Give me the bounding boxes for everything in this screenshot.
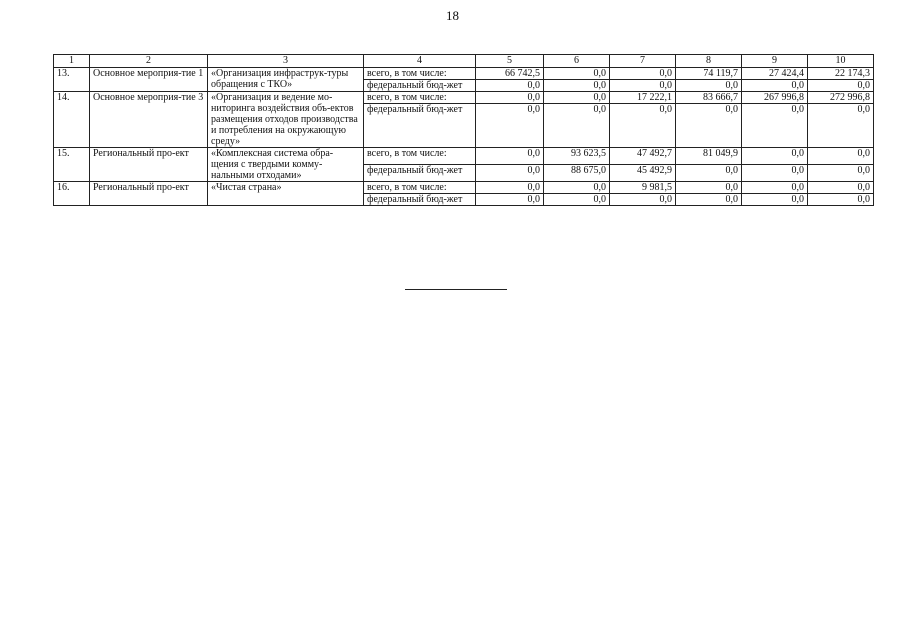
value-cell: 272 996,8 [808,92,874,104]
value-cell: 0,0 [544,182,610,194]
row-number: 13. [54,68,90,92]
source-label: всего, в том числе: [364,182,476,194]
row-type: Региональный про-ект [90,148,208,182]
row-number: 14. [54,92,90,148]
value-cell: 0,0 [676,194,742,206]
value-cell: 0,0 [676,80,742,92]
source-label: федеральный бюд-жет [364,194,476,206]
value-cell: 0,0 [808,80,874,92]
value-cell: 0,0 [476,165,544,182]
row-name: «Организация и ведение мо-ниторинга воздействия объ-ектов размещения отходов производства и потребления на окружающую среду» [208,92,364,148]
value-cell: 0,0 [676,165,742,182]
value-cell: 0,0 [544,80,610,92]
header-cell: 6 [544,55,610,68]
footer-divider [405,289,507,290]
value-cell: 0,0 [808,148,874,165]
header-cell: 1 [54,55,90,68]
value-cell: 0,0 [476,104,544,148]
header-cell: 7 [610,55,676,68]
source-label: всего, в том числе: [364,92,476,104]
value-cell: 0,0 [742,165,808,182]
source-label: федеральный бюд-жет [364,165,476,182]
source-label: федеральный бюд-жет [364,80,476,92]
value-cell: 0,0 [742,182,808,194]
value-cell: 0,0 [544,194,610,206]
value-cell: 0,0 [808,165,874,182]
value-cell: 0,0 [808,182,874,194]
value-cell: 45 492,9 [610,165,676,182]
value-cell: 0,0 [476,148,544,165]
value-cell: 0,0 [742,104,808,148]
row-name: «Чистая страна» [208,182,364,206]
value-cell: 0,0 [610,80,676,92]
value-cell: 0,0 [476,182,544,194]
source-label: всего, в том числе: [364,68,476,80]
header-row [54,55,874,68]
header-cell: 5 [476,55,544,68]
table-row [54,92,874,104]
value-cell: 0,0 [544,92,610,104]
row-type: Основное мероприя-тие 3 [90,92,208,148]
row-name: «Организация инфраструк-туры обращения с ТКО» [208,68,364,92]
header-cell: 3 [208,55,364,68]
value-cell: 0,0 [476,92,544,104]
value-cell: 47 492,7 [610,148,676,165]
value-cell: 22 174,3 [808,68,874,80]
value-cell: 0,0 [544,104,610,148]
row-number: 16. [54,182,90,206]
value-cell: 0,0 [742,148,808,165]
value-cell: 267 996,8 [742,92,808,104]
value-cell: 0,0 [610,68,676,80]
row-type: Основное мероприя-тие 1 [90,68,208,92]
row-number: 15. [54,148,90,182]
table-row [54,148,874,165]
value-cell: 27 424,4 [742,68,808,80]
header-cell: 10 [808,55,874,68]
row-type: Региональный про-ект [90,182,208,206]
row-name: «Комплексная система обра-щения с твердыми комму-нальными отходами» [208,148,364,182]
value-cell: 0,0 [676,182,742,194]
value-cell: 0,0 [742,194,808,206]
value-cell: 81 049,9 [676,148,742,165]
value-cell: 9 981,5 [610,182,676,194]
header-cell: 4 [364,55,476,68]
value-cell: 88 675,0 [544,165,610,182]
table-row [54,182,874,194]
budget-table [53,54,874,206]
table-row [54,68,874,80]
value-cell: 0,0 [808,104,874,148]
source-label: федеральный бюд-жет [364,104,476,148]
value-cell: 0,0 [476,80,544,92]
value-cell: 0,0 [610,104,676,148]
value-cell: 0,0 [742,80,808,92]
value-cell: 0,0 [676,104,742,148]
value-cell: 0,0 [610,194,676,206]
value-cell: 0,0 [544,68,610,80]
header-cell: 8 [676,55,742,68]
value-cell: 74 119,7 [676,68,742,80]
value-cell: 83 666,7 [676,92,742,104]
value-cell: 93 623,5 [544,148,610,165]
value-cell: 0,0 [808,194,874,206]
value-cell: 66 742,5 [476,68,544,80]
page-number: 18 [446,8,459,23]
value-cell: 17 222,1 [610,92,676,104]
header-cell: 2 [90,55,208,68]
header-cell: 9 [742,55,808,68]
value-cell: 0,0 [476,194,544,206]
source-label: всего, в том числе: [364,148,476,165]
